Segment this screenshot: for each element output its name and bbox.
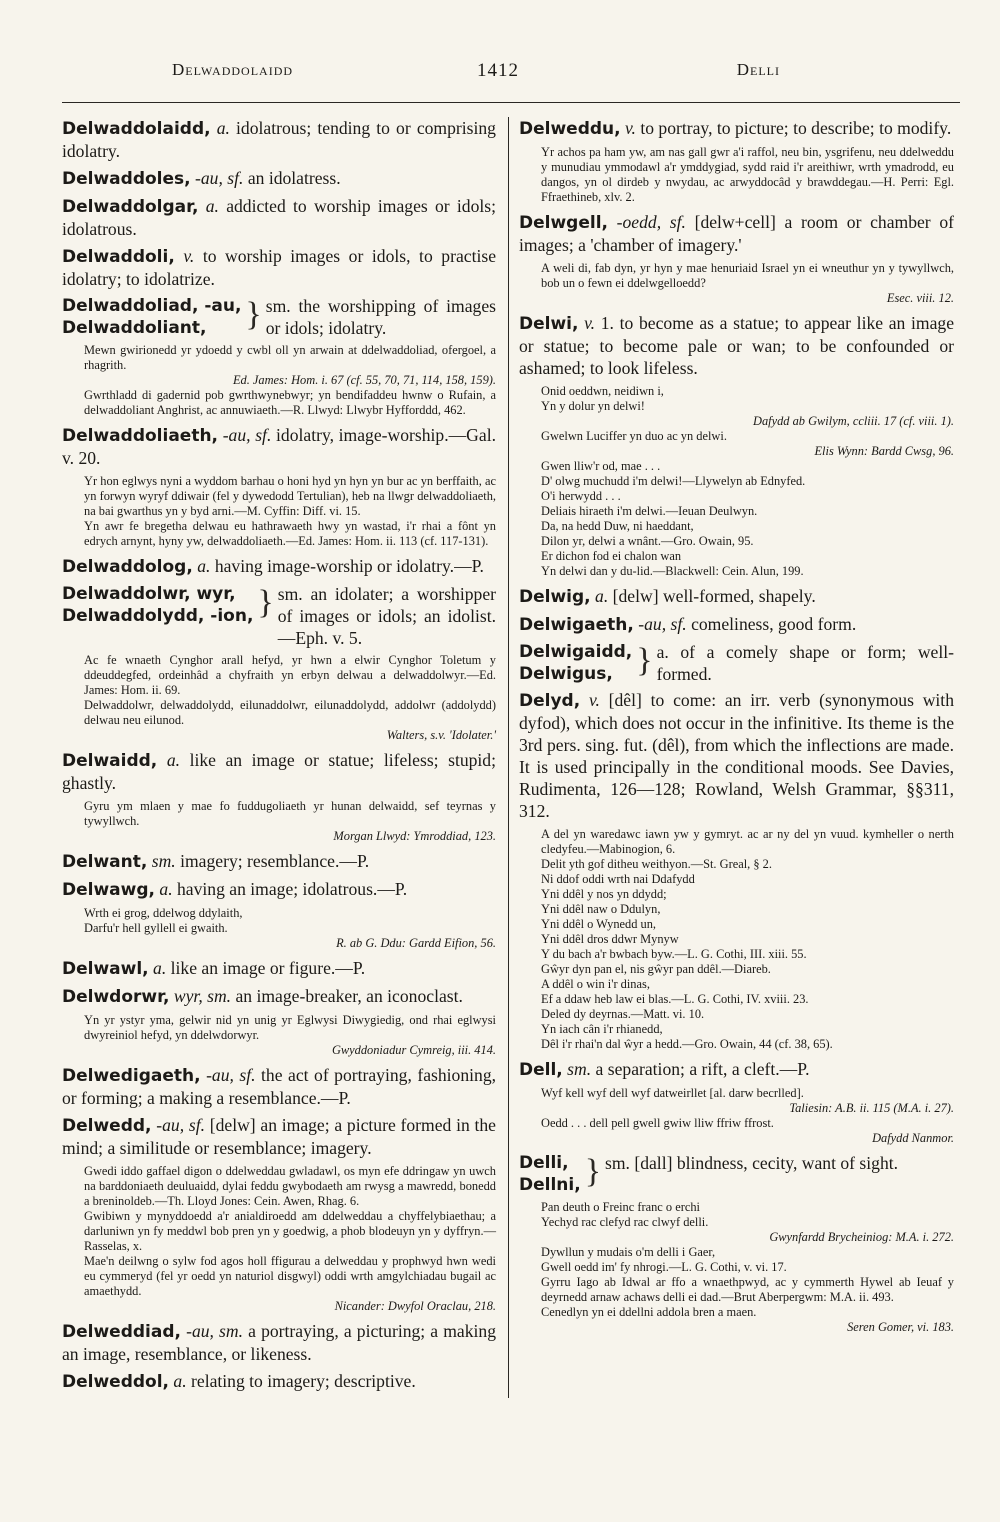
citation-text: Er dichon fod ei chalon wan — [541, 549, 682, 563]
citation-text: O'i herwydd . . . — [541, 489, 621, 503]
part-of-speech: a. — [153, 958, 167, 978]
citation-source: Nicander: Dwyfol Oraclau, 218. — [334, 1299, 496, 1313]
definition: to portray, to picture; to describe; to modify. — [640, 118, 952, 138]
definition: 1. to become as a statue; to appear like an image or statue; to become pale or wan; to be confounded or ashamed; to look lifeless. — [519, 313, 954, 378]
citation-text: Y du bach a'r bwbach byw.—L. G. Cothi, III. xiii. 55. — [541, 947, 807, 961]
citation-source: Dafydd Nanmor. — [872, 1131, 954, 1145]
definition: [delw+cell] a room or chamber of images; a 'chamber of imagery.' — [519, 212, 954, 255]
headword: Delweddol, — [62, 1372, 170, 1392]
citation-text: A weli di, fab dyn, yr hyn y mae henuriaid Israel yn ei wneuthur yn y tywyllwch, bob un o fewn ei ddelwgelloedd? — [541, 261, 954, 290]
definition: like an image or statue; lifeless; stupid; ghastly. — [62, 750, 496, 793]
part-of-speech: -au, sf. — [156, 1115, 205, 1135]
citation-source: Taliesin: A.B. ii. 115 (M.A. i. 27). — [789, 1101, 954, 1115]
citation-text: Yr achos pa ham yw, am nas gall gwr a'i raffol, neu bin, ysgrifenu, neu ddelweddu y munudiau ymmodawl a'r ymddygiad, sydd raid i'r areithiwr, wrth ymadrodd, eu dangos, yn ol dirdeb y nwydau, ac arwyddocâd y brawddegau.—H. Perri: Egl. Ffraethineb, xlv. 2. — [541, 145, 954, 204]
headword: Delwaddolog, — [62, 557, 193, 577]
headword: Delwdorwr, — [62, 987, 170, 1007]
citation-source: Esec. viii. 12. — [886, 291, 954, 305]
brace: } — [584, 1153, 602, 1190]
headword: Delwawg, — [62, 880, 155, 900]
headword: Delwedd, — [62, 1116, 152, 1136]
part-of-speech: v. — [588, 690, 600, 710]
headword: Delwaddolgar, — [62, 197, 199, 217]
entry — [62, 424, 496, 469]
citation-text: Yn y dolur yn delwi! — [541, 399, 645, 413]
part-of-speech: -au, sm. — [186, 1321, 244, 1341]
entry — [519, 211, 954, 256]
citation-text: Yechyd rac clefyd rac clwyf delli. — [541, 1215, 709, 1229]
running-head — [62, 58, 960, 103]
definition: relating to imagery; descriptive. — [191, 1371, 416, 1391]
citation-text: Deliais hiraeth i'm delwi.—Ieuan Deulwyn. — [541, 504, 758, 518]
headword: Delwant, — [62, 852, 148, 872]
citation-text: Gyru ym mlaen y mae fo fuddugoliaeth yr hunan delwaidd, sef teyrnas y tywyllwch. — [84, 799, 496, 828]
headword: Delwaddolaidd, — [62, 119, 211, 139]
right-column — [508, 117, 954, 1398]
citation-text: Gwibiwn y mynyddoedd a'r anialdiroedd am ddelweddau a chyffelybiaethau; a darluniwn yn fy meddwl bob pren yn y goedwig, a phob blodeuyn yn y dyffryn.—Rasselas, x. — [84, 1209, 496, 1253]
citation-text: Yr hon eglwys nyni a wyddom barhau o honi hyd yn hyn yn bur ac yn berffaith, ac yn forwyn wyryf ddiwair (fel y dywedodd Tertulian), heb na llwgr delwaddoliaeth, na bai gwarthus yn y byd arni.—M. Cyffin: Diff. vi. 15. — [84, 474, 496, 518]
citation-text: Gyrru Iago ab Idwal ar ffo a wnaethpwyd, ac y cymmerth Hywel ab Ieuaf y deyrnedd arnaw achaws delli ei dad.—Brut Aberpergwm: M.A. ii. 493. — [541, 1275, 954, 1304]
entry — [62, 850, 496, 873]
headword: Delwgell, — [519, 213, 608, 233]
headword: Delwaddolwr, wyr, — [62, 584, 236, 604]
citation-source: Walters, s.v. 'Idolater.' — [386, 728, 496, 742]
citation-text: Gwen lliw'r od, mae . . . — [541, 459, 661, 473]
headword: Delwaddoli, — [62, 247, 175, 267]
citation-block — [541, 145, 954, 205]
citation-text: Dêl i'r rhai'n dal ŵyr a hedd.—Gro. Owain, 44 (cf. 38, 65). — [541, 1037, 833, 1051]
headword: Delwaddoliad, -au, — [62, 296, 242, 316]
entry — [62, 985, 496, 1008]
entry — [62, 957, 496, 980]
headword: Delwaddoliant, — [62, 318, 207, 338]
citation-text: Gwell oedd im' fy nhrogi.—L. G. Cothi, v. vi. 17. — [541, 1260, 787, 1274]
headword: Delwi, — [519, 314, 579, 334]
citation-text: Delwaddolwr, delwaddolydd, eilunaddolwr, eilunaddolydd, addolwr (addolydd) delwau neu eilunod. — [84, 698, 496, 727]
definition: having an image; idolatrous.—P. — [177, 879, 408, 899]
citation-text: Dilon yr, delwi a wnânt.—Gro. Owain, 95. — [541, 534, 754, 548]
definition: comeliness, good form. — [691, 614, 857, 634]
entry — [62, 1320, 496, 1365]
part-of-speech: -au, sf. — [638, 614, 687, 634]
entry — [62, 878, 496, 901]
definition: [delw] well-formed, shapely. — [612, 586, 816, 606]
citation-block — [541, 827, 954, 1052]
entry — [62, 195, 496, 240]
definition: sm. the worshipping of images or idols; idolatry. — [265, 296, 496, 338]
headword: Delwaddoliaeth, — [62, 426, 219, 446]
part-of-speech: a. — [595, 586, 609, 606]
header-left-word: Delwaddolaidd — [172, 60, 294, 79]
citation-text: Yn delwi dan y du-lid.—Blackwell: Cein. Alun, 199. — [541, 564, 804, 578]
citation-source: Morgan Llwyd: Ymroddiad, 123. — [333, 829, 496, 843]
definition: to worship images or idols, to practise idolatry; to idolatrize. — [62, 246, 496, 289]
definition: a portraying, a picturing; a making an image, resemblance, or likeness. — [62, 1321, 496, 1364]
citation-text: Yn iach cân i'r rhianedd, — [541, 1022, 663, 1036]
citation-text: Yni ddêl dros ddwr Mynyw — [541, 932, 679, 946]
definition: idolatrous; tending to or comprising idolatry. — [62, 118, 496, 161]
citation-text: Gwedi iddo gaffael digon o ddelweddau gwladawl, os myn efe ddringaw yn uwch na barddoniaeth deuluaidd, dylai feddu gwybodaeth am rwysg a mawredd, bonedd a breninoldeb.—Th. Lloyd Jones: Cein. Awen, Rhag. 6. — [84, 1164, 496, 1208]
definition: idolatry, image-worship.—Gal. v. 20. — [62, 425, 496, 468]
citation-source: Gwyddoniadur Cymreig, iii. 414. — [331, 1043, 496, 1057]
citation-text: Onid oeddwn, neidiwn i, — [541, 384, 664, 398]
citation-block — [541, 1086, 954, 1146]
citation-text: Yni ddêl naw o Ddulyn, — [541, 902, 661, 916]
citation-block — [84, 653, 496, 743]
part-of-speech: v. — [183, 246, 195, 266]
citation-text: Dywllun y mudais o'm delli i Gaer, — [541, 1245, 716, 1259]
citation-text: Delit yth gof ditheu weithyon.—St. Greal, § 2. — [541, 857, 772, 871]
headword: Dell, — [519, 1060, 563, 1080]
headword: Delli, — [519, 1153, 569, 1173]
brace: } — [257, 584, 274, 621]
citation-text: Mewn gwirionedd yr ydoedd y cwbl oll yn arwain at ddelwaddoliad, ofergoel, a rhagrith. — [84, 343, 496, 372]
entry — [519, 117, 954, 140]
definition: a separation; a rift, a cleft.—P. — [595, 1059, 810, 1079]
citation-block — [84, 799, 496, 844]
part-of-speech: -au, sf. — [222, 425, 272, 445]
citation-text: A ddêl o win i'r dinas, — [541, 977, 650, 991]
part-of-speech: sm. — [151, 851, 176, 871]
citation-text: Yn awr fe bregetha delwau eu hathrawaeth hwy yn wastad, i'r rhai a fônt yn edrych arnynt, hyny yw, delwaddoliaeth.—Ed. James: Hom. ii. 113 (cf. 117-131). — [84, 519, 496, 548]
page-number: 1412 — [477, 60, 519, 81]
citation-block — [84, 474, 496, 549]
entry — [519, 1058, 954, 1081]
definition: sm. [dall] blindness, cecity, want of sight. — [605, 1153, 899, 1173]
left-column — [62, 117, 502, 1398]
citation-block — [541, 261, 954, 306]
headword: Delweddiad, — [62, 1322, 181, 1342]
entry — [519, 613, 954, 636]
entry — [519, 689, 954, 822]
citation-block — [84, 1013, 496, 1058]
paired-entry — [62, 583, 496, 649]
citation-text: Gŵyr dyn pan el, nis gŵyr pan ddêl.—Diareb. — [541, 962, 771, 976]
headword: Delwawl, — [62, 959, 149, 979]
headword: Delwaddoles, — [62, 169, 191, 189]
citation-text: Deled dy deyrnas.—Matt. vi. 10. — [541, 1007, 705, 1021]
headword: Delyd, — [519, 691, 581, 711]
part-of-speech: a. — [159, 879, 173, 899]
brace: } — [636, 642, 653, 679]
citation-block — [541, 1200, 954, 1335]
citation-text: Yni ddêl o Wynedd un, — [541, 917, 656, 931]
citation-text: Ni ddof oddi wrth nai Ddafydd — [541, 872, 695, 886]
definition: the act of portraying, fashioning, or forming; a making a resemblance.—P. — [62, 1065, 497, 1108]
citation-source: Gwynfardd Brycheiniog: M.A. i. 272. — [769, 1230, 954, 1244]
paired-entry — [519, 641, 954, 685]
headword: Delwigus, — [519, 664, 613, 684]
headword: Delwigaidd, — [519, 642, 633, 662]
citation-text: Gwrthladd di gadernid pob gwrthwynebwyr; yn bendifaddeu hwnw o Rufain, a delwaddoliant Anghrist, ac annuwiaeth.—R. Llwyd: Llwybr Hyfforddd, 462. — [84, 388, 496, 417]
citation-source: Ed. James: Hom. i. 67 (cf. 55, 70, 71, 114, 158, 159). — [232, 373, 496, 387]
citation-source: Seren Gomer, vi. 183. — [847, 1320, 954, 1334]
headword: Dellni, — [519, 1175, 581, 1195]
headword: Delwigaeth, — [519, 615, 634, 635]
citation-text: Wyf kell wyf dell wyf datweirllet [al. darw becrlled]. — [541, 1086, 804, 1100]
part-of-speech: a. — [173, 1371, 187, 1391]
citation-text: Oedd . . . dell pell gwell gwiw lliw ffriw ffrost. — [541, 1116, 774, 1130]
entry — [62, 245, 496, 290]
headword: Delwedigaeth, — [62, 1066, 201, 1086]
citation-text: Cenedlyn yn ei ddellni addola bren a maen. — [541, 1305, 757, 1319]
headword: Delwaidd, — [62, 751, 158, 771]
entry — [62, 1064, 496, 1109]
part-of-speech: -au, sf. — [195, 168, 244, 188]
part-of-speech: a. — [216, 118, 230, 138]
headword: Delweddu, — [519, 119, 621, 139]
part-of-speech: a. — [197, 556, 211, 576]
entry — [519, 585, 954, 608]
entry — [62, 167, 496, 190]
definition: a. of a comely shape or form; well-formed. — [656, 642, 954, 684]
citation-text: Gwelwn Luciffer yn duo ac yn delwi. — [541, 429, 727, 443]
definition: addicted to worship images or idols; idolatrous. — [62, 196, 496, 239]
citation-text: Yni ddêl y nos yn ddydd; — [541, 887, 667, 901]
part-of-speech: a. — [205, 196, 219, 216]
citation-text: A del yn waredawc iawn yw y gymryt. ac ar ny del yn vuud. kymheller o nerth cledyfeu.—Mabinogion, 6. — [541, 827, 954, 856]
definition: an idolatress. — [247, 168, 341, 188]
citation-block — [541, 384, 954, 579]
headword: Delwig, — [519, 587, 591, 607]
header-right-word: Delli — [736, 60, 780, 79]
entry — [519, 312, 954, 379]
definition: [delw] an image; a picture formed in the mind; a similitude or resemblance; imagery. — [62, 1115, 496, 1158]
entry — [62, 117, 496, 162]
citation-source: R. ab G. Ddu: Gardd Eifion, 56. — [336, 936, 496, 950]
citation-text: Ac fe wnaeth Cynghor arall hefyd, yr hwn a elwir Cynghor Toletum y ddeuddegfed, ordeinhâd a chyfraith yn erbyn delwau a delwaddolwyr.—Ed. James: Hom. ii. 69. — [84, 653, 496, 697]
paired-entry — [519, 1152, 954, 1196]
definition: like an image or figure.—P. — [170, 958, 366, 978]
definition: imagery; resemblance.—P. — [180, 851, 370, 871]
part-of-speech: -oedd, sf. — [616, 212, 686, 232]
citation-block — [84, 343, 496, 418]
citation-source: Dafydd ab Gwilym, ccliii. 17 (cf. viii. 1). — [753, 414, 954, 428]
part-of-speech: sm. — [567, 1059, 592, 1079]
citation-text: D' olwg muchudd i'm delwi!—Llywelyn ab Ednyfed. — [541, 474, 806, 488]
citation-text: Pan deuth o Freinc franc o erchi — [541, 1200, 700, 1214]
part-of-speech: v. — [584, 313, 596, 333]
citation-block — [84, 906, 496, 951]
entry — [62, 749, 496, 794]
citation-text: Wrth ei grog, ddelwog ddylaith, — [84, 906, 243, 920]
definition: an image-breaker, an iconoclast. — [235, 986, 463, 1006]
entry — [62, 555, 496, 578]
part-of-speech: v. — [625, 118, 636, 138]
paired-entry — [62, 295, 496, 339]
citation-text: Darfu'r hell gyllell ei gwaith. — [84, 921, 228, 935]
definition: having image-worship or idolatry.—P. — [214, 556, 484, 576]
citation-text: Yn yr ystyr yma, gelwir nid yn unig yr Eglwysi Diwygiedig, ond rhai eglwysi dwyreiniol hefyd, yn ddelwdorwyr. — [84, 1013, 496, 1042]
citation-source: Elis Wynn: Bardd Cwsg, 96. — [814, 444, 954, 458]
citation-text: Ef a ddaw heb law ei blas.—L. G. Cothi, IV. xviii. 23. — [541, 992, 809, 1006]
part-of-speech: -au, sf. — [206, 1065, 256, 1085]
part-of-speech: wyr, sm. — [173, 986, 232, 1006]
definition: sm. an idolater; a worshipper of images or idols; an idolist.—Eph. v. 5. — [277, 584, 496, 648]
citation-block — [84, 1164, 496, 1314]
brace: } — [245, 296, 262, 333]
entry — [62, 1114, 496, 1159]
citation-text: Mae'n deilwng o sylw fod agos holl ffigurau a delweddau y prophwyd hwn wedi eu cymmeryd (fel yr oedd yn naturiol disgwyl) oddi wrth amgylchiadau bugail ac amaethydd. — [84, 1254, 496, 1298]
columns — [62, 117, 960, 1398]
headword: Delwaddolydd, -ion, — [62, 606, 254, 626]
citation-text: Da, na hedd Duw, ni haeddant, — [541, 519, 694, 533]
entry — [62, 1370, 496, 1393]
part-of-speech: a. — [166, 750, 181, 770]
definition: [dêl] to come: an irr. verb (synonymous with dyfod), which does not occur in the infinitive. Its theme is the 3rd pers. sing. fut. (dêl), from which the inflections are made. It is used principally in the conditional moods. See Davies, Rudimenta, 126—128; Rowland, Welsh Grammar, §§311, 312. — [519, 690, 954, 821]
